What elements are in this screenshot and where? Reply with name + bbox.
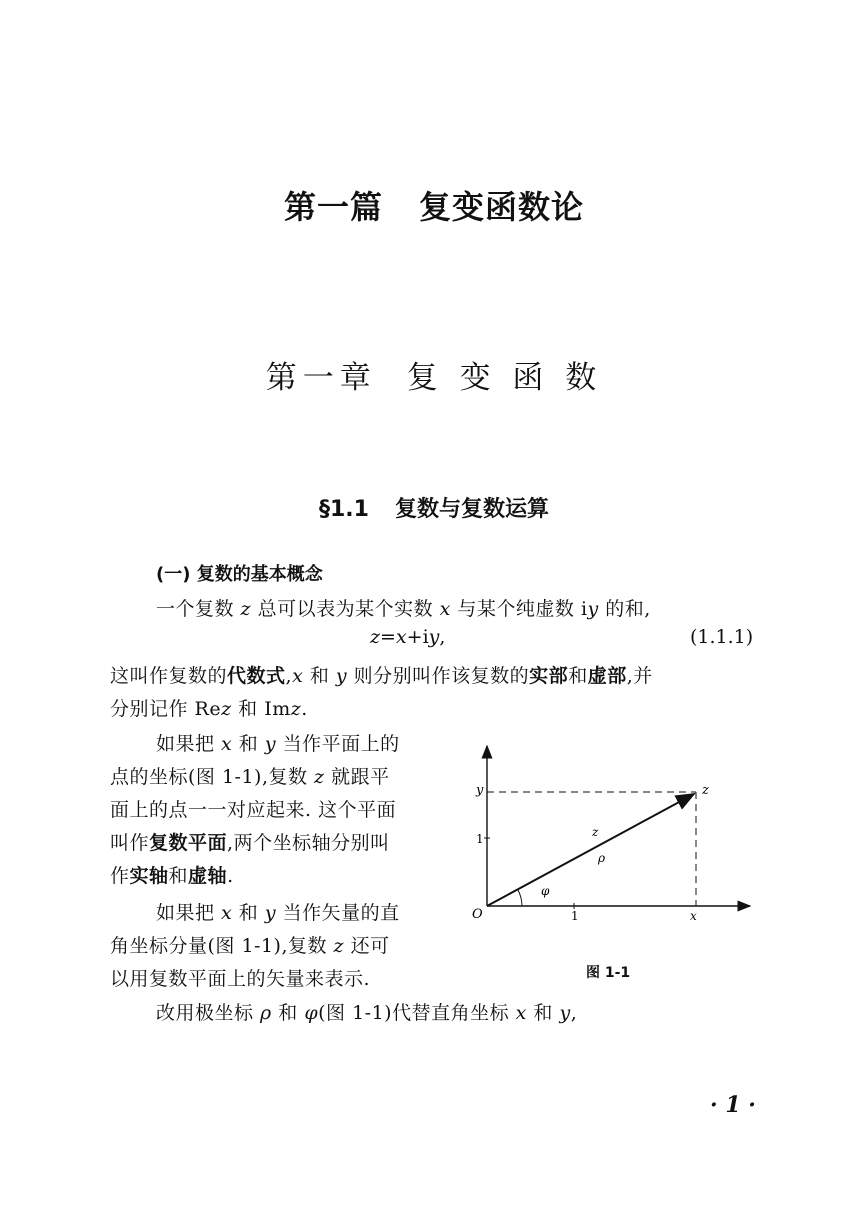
- var-x: x: [439, 598, 451, 620]
- text: 和: [168, 865, 189, 887]
- var-y: y: [264, 733, 277, 755]
- text: 叫作: [110, 832, 150, 854]
- var-x: x: [515, 1002, 527, 1024]
- text: 如果把: [156, 733, 222, 755]
- label-phi: φ: [541, 884, 550, 898]
- var-x: x: [221, 733, 233, 755]
- var-y: y: [428, 626, 440, 648]
- part-title: [0, 182, 868, 228]
- para4-line2: [110, 931, 390, 958]
- text: .: [301, 698, 308, 720]
- label-rho: ρ: [598, 851, 606, 865]
- var-rho: ρ: [260, 1002, 272, 1024]
- section-name: 复数与复数运算: [394, 497, 549, 522]
- var-y: y: [559, 1002, 571, 1024]
- text: 和 Im: [231, 698, 291, 720]
- part-label: 第一篇: [283, 188, 383, 226]
- equation-number: (1.1.1): [690, 626, 754, 648]
- para4-line1: [156, 898, 400, 925]
- text: 则分别叫作该复数的: [347, 665, 530, 687]
- label-one-y: 1: [476, 832, 484, 846]
- term-imaginary-axis: 虚轴: [188, 865, 228, 887]
- para4-line3: 以用复数平面上的矢量来表示.: [110, 968, 371, 990]
- var-z: z: [221, 698, 232, 720]
- plus-i: +i: [406, 626, 429, 648]
- label-one-x: 1: [571, 909, 579, 923]
- text: 和: [271, 1002, 305, 1024]
- text: 作: [110, 865, 130, 887]
- text: 分别记作 Re: [110, 698, 222, 720]
- var-z: z: [240, 598, 252, 620]
- figure-caption: 图 1-1: [586, 965, 631, 981]
- section-title: [0, 492, 868, 523]
- chapter-label: 第一章: [265, 360, 377, 396]
- para3-line4: [110, 828, 390, 855]
- text: .: [227, 865, 234, 887]
- text: 就跟平: [324, 766, 390, 788]
- text: 点的坐标(图 1-1),复数: [110, 766, 315, 788]
- chapter-title: [0, 352, 868, 397]
- para2-line2: [110, 694, 308, 721]
- text: 与某个纯虚数 i: [450, 598, 588, 620]
- var-y: y: [264, 902, 277, 924]
- figure-1-1: [462, 738, 762, 938]
- chapter-name: 复 变 函 数: [406, 360, 603, 396]
- text: ,: [285, 665, 293, 687]
- text: 当作平面上的: [276, 733, 400, 755]
- label-y: y: [476, 783, 484, 798]
- vector-z: [487, 794, 694, 906]
- para2-line1: [110, 661, 653, 688]
- text: 和: [232, 733, 265, 755]
- var-y: y: [335, 665, 348, 687]
- text: 总可以表为某个实数: [251, 598, 440, 620]
- var-z: z: [333, 935, 345, 957]
- term-imaginary-part: 虚部: [587, 665, 627, 687]
- part-name: 复变函数论: [419, 188, 585, 226]
- text: ,并: [626, 665, 653, 687]
- text: 和: [526, 1002, 560, 1024]
- text: 和: [232, 902, 265, 924]
- var-x: x: [395, 626, 407, 648]
- term-algebraic-form: 代数式: [227, 665, 286, 687]
- section-number: §1.1: [319, 497, 369, 522]
- text: ,: [570, 1002, 578, 1024]
- para3-line5: [110, 861, 234, 888]
- var-x: x: [292, 665, 304, 687]
- label-origin: O: [472, 907, 483, 922]
- text: 如果把: [156, 902, 222, 924]
- var-z: z: [370, 626, 381, 648]
- para1-line: [156, 594, 651, 621]
- text: 和: [303, 665, 336, 687]
- equals-sign: =: [380, 626, 396, 648]
- text: 一个复数: [156, 598, 241, 620]
- page-number: · 1 ·: [710, 1092, 756, 1118]
- para3-line3: 面上的点一一对应起来. 这个平面: [110, 799, 397, 821]
- term-complex-plane: 复数平面: [149, 832, 228, 854]
- para5-line1: [156, 998, 577, 1025]
- text: 还可: [344, 935, 390, 957]
- text: 这叫作复数的: [110, 665, 228, 687]
- subsection-heading: (一) 复数的基本概念: [156, 564, 323, 585]
- comma: ,: [439, 626, 446, 648]
- text: 和: [568, 665, 588, 687]
- term-real-axis: 实轴: [129, 865, 169, 887]
- label-x: x: [690, 909, 697, 923]
- text: 改用极坐标: [156, 1002, 261, 1024]
- text: ,两个坐标轴分别叫: [227, 832, 390, 854]
- label-z-mid: z: [592, 825, 599, 839]
- var-z: z: [314, 766, 325, 788]
- para3-line1: [156, 729, 400, 756]
- var-x: x: [221, 902, 233, 924]
- para3-line2: [110, 762, 390, 789]
- equation: [370, 626, 445, 648]
- var-y: y: [587, 598, 599, 620]
- text: (图 1-1)代替直角坐标: [318, 1002, 516, 1024]
- var-z: z: [290, 698, 302, 720]
- text: 角坐标分量(图 1-1),复数: [110, 935, 334, 957]
- angle-arc: [518, 890, 522, 906]
- label-z-tip: z: [702, 783, 709, 798]
- var-phi: φ: [304, 1002, 319, 1024]
- term-real-part: 实部: [529, 665, 569, 687]
- text: 当作矢量的直: [276, 902, 400, 924]
- text: 的和,: [598, 598, 651, 620]
